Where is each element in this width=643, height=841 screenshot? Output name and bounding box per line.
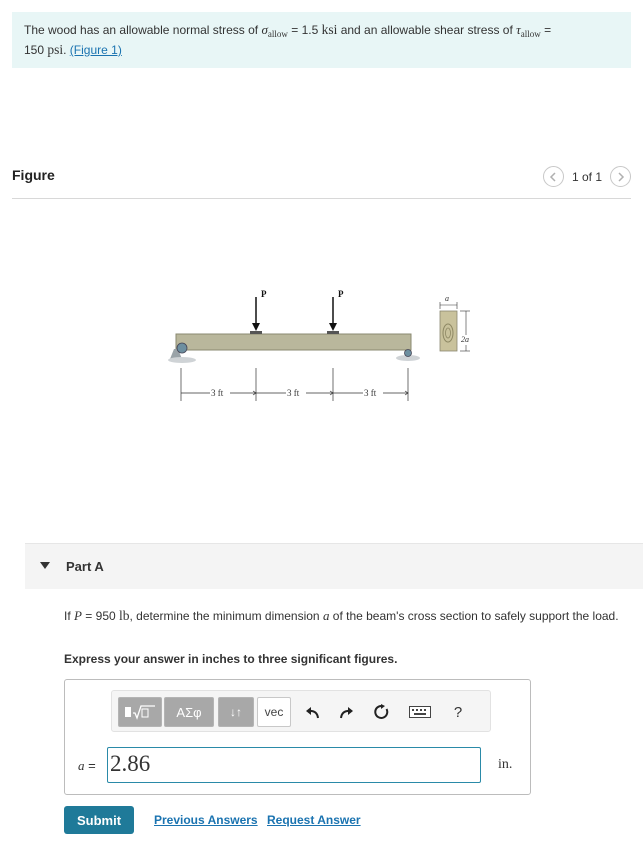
request-answer-link[interactable]: Request Answer <box>267 813 361 827</box>
templates-icon[interactable] <box>118 697 162 727</box>
q-var-p: P <box>74 608 82 623</box>
beam <box>176 334 411 350</box>
answer-var: a <box>78 758 85 773</box>
part-a-question <box>64 608 634 624</box>
tau-subscript: allow <box>520 29 541 39</box>
greek-button[interactable]: ΑΣφ <box>164 697 214 727</box>
q-unit-lb: lb <box>119 608 130 623</box>
answer-unit: in. <box>498 757 513 772</box>
q-text-3: , determine the minimum dimension <box>129 609 323 623</box>
answer-input[interactable]: 2.86 <box>107 747 481 783</box>
q-text-2: = 950 <box>81 609 119 623</box>
shear-value: 150 <box>24 43 48 57</box>
tau-symbol: τ <box>516 22 521 37</box>
unit-psi: psi <box>47 42 64 57</box>
figure-pager <box>543 166 631 187</box>
submit-button[interactable]: Submit <box>64 806 134 834</box>
q-var-a: a <box>322 608 330 623</box>
part-a-title: Part A <box>66 559 104 574</box>
problem-statement <box>12 12 631 68</box>
q-text-4: of the beam's cross section to safely support the load. <box>329 609 619 623</box>
cross-section <box>440 311 457 351</box>
keyboard-icon[interactable] <box>406 699 434 725</box>
answer-instruction: Express your answer in inches to three significant figures. <box>64 652 398 666</box>
q-text-1: If <box>64 609 75 623</box>
answer-equals: = <box>84 758 96 773</box>
previous-answers-link[interactable]: Previous Answers <box>154 813 258 827</box>
dim-label-1: 3 ft <box>211 388 224 398</box>
redo-icon[interactable] <box>334 699 358 725</box>
section-height-label: 2a <box>461 335 469 344</box>
figure-header <box>12 163 631 199</box>
caret-down-icon[interactable] <box>40 562 50 569</box>
dim-label-3: 3 ft <box>364 388 377 398</box>
problem-text: The wood has an allowable normal stress of <box>24 23 262 37</box>
sigma-subscript: allow <box>267 29 288 39</box>
dim-label-2: 3 ft <box>287 388 300 398</box>
eq-text: = 1.5 <box>287 23 322 37</box>
period: . <box>63 43 70 57</box>
beam-diagram <box>150 265 490 415</box>
math-toolbar <box>111 690 491 732</box>
pager-text: 1 of 1 <box>571 169 602 184</box>
chevron-right-icon[interactable] <box>610 166 631 187</box>
sigma-symbol: σ <box>261 22 268 37</box>
updown-button[interactable]: ↓↑ <box>218 697 254 727</box>
unit-ksi: ksi <box>321 22 338 37</box>
part-a-header[interactable] <box>25 543 643 589</box>
help-button[interactable]: ? <box>453 703 463 721</box>
eq-text-2: = <box>540 23 552 37</box>
figure-link[interactable]: (Figure 1) <box>69 43 122 57</box>
section-width-label: a <box>445 294 449 303</box>
reset-icon[interactable] <box>370 699 394 725</box>
chevron-left-icon[interactable] <box>543 166 564 187</box>
figure-title: Figure <box>12 167 55 183</box>
load-label-1: P <box>261 289 267 299</box>
undo-icon[interactable] <box>301 699 325 725</box>
answer-label <box>78 758 96 774</box>
problem-text-2: and an allowable shear stress of <box>337 23 517 37</box>
vec-button[interactable]: vec <box>257 697 291 727</box>
beam-figure <box>150 265 490 415</box>
answer-box <box>64 679 531 795</box>
load-label-2: P <box>338 289 344 299</box>
